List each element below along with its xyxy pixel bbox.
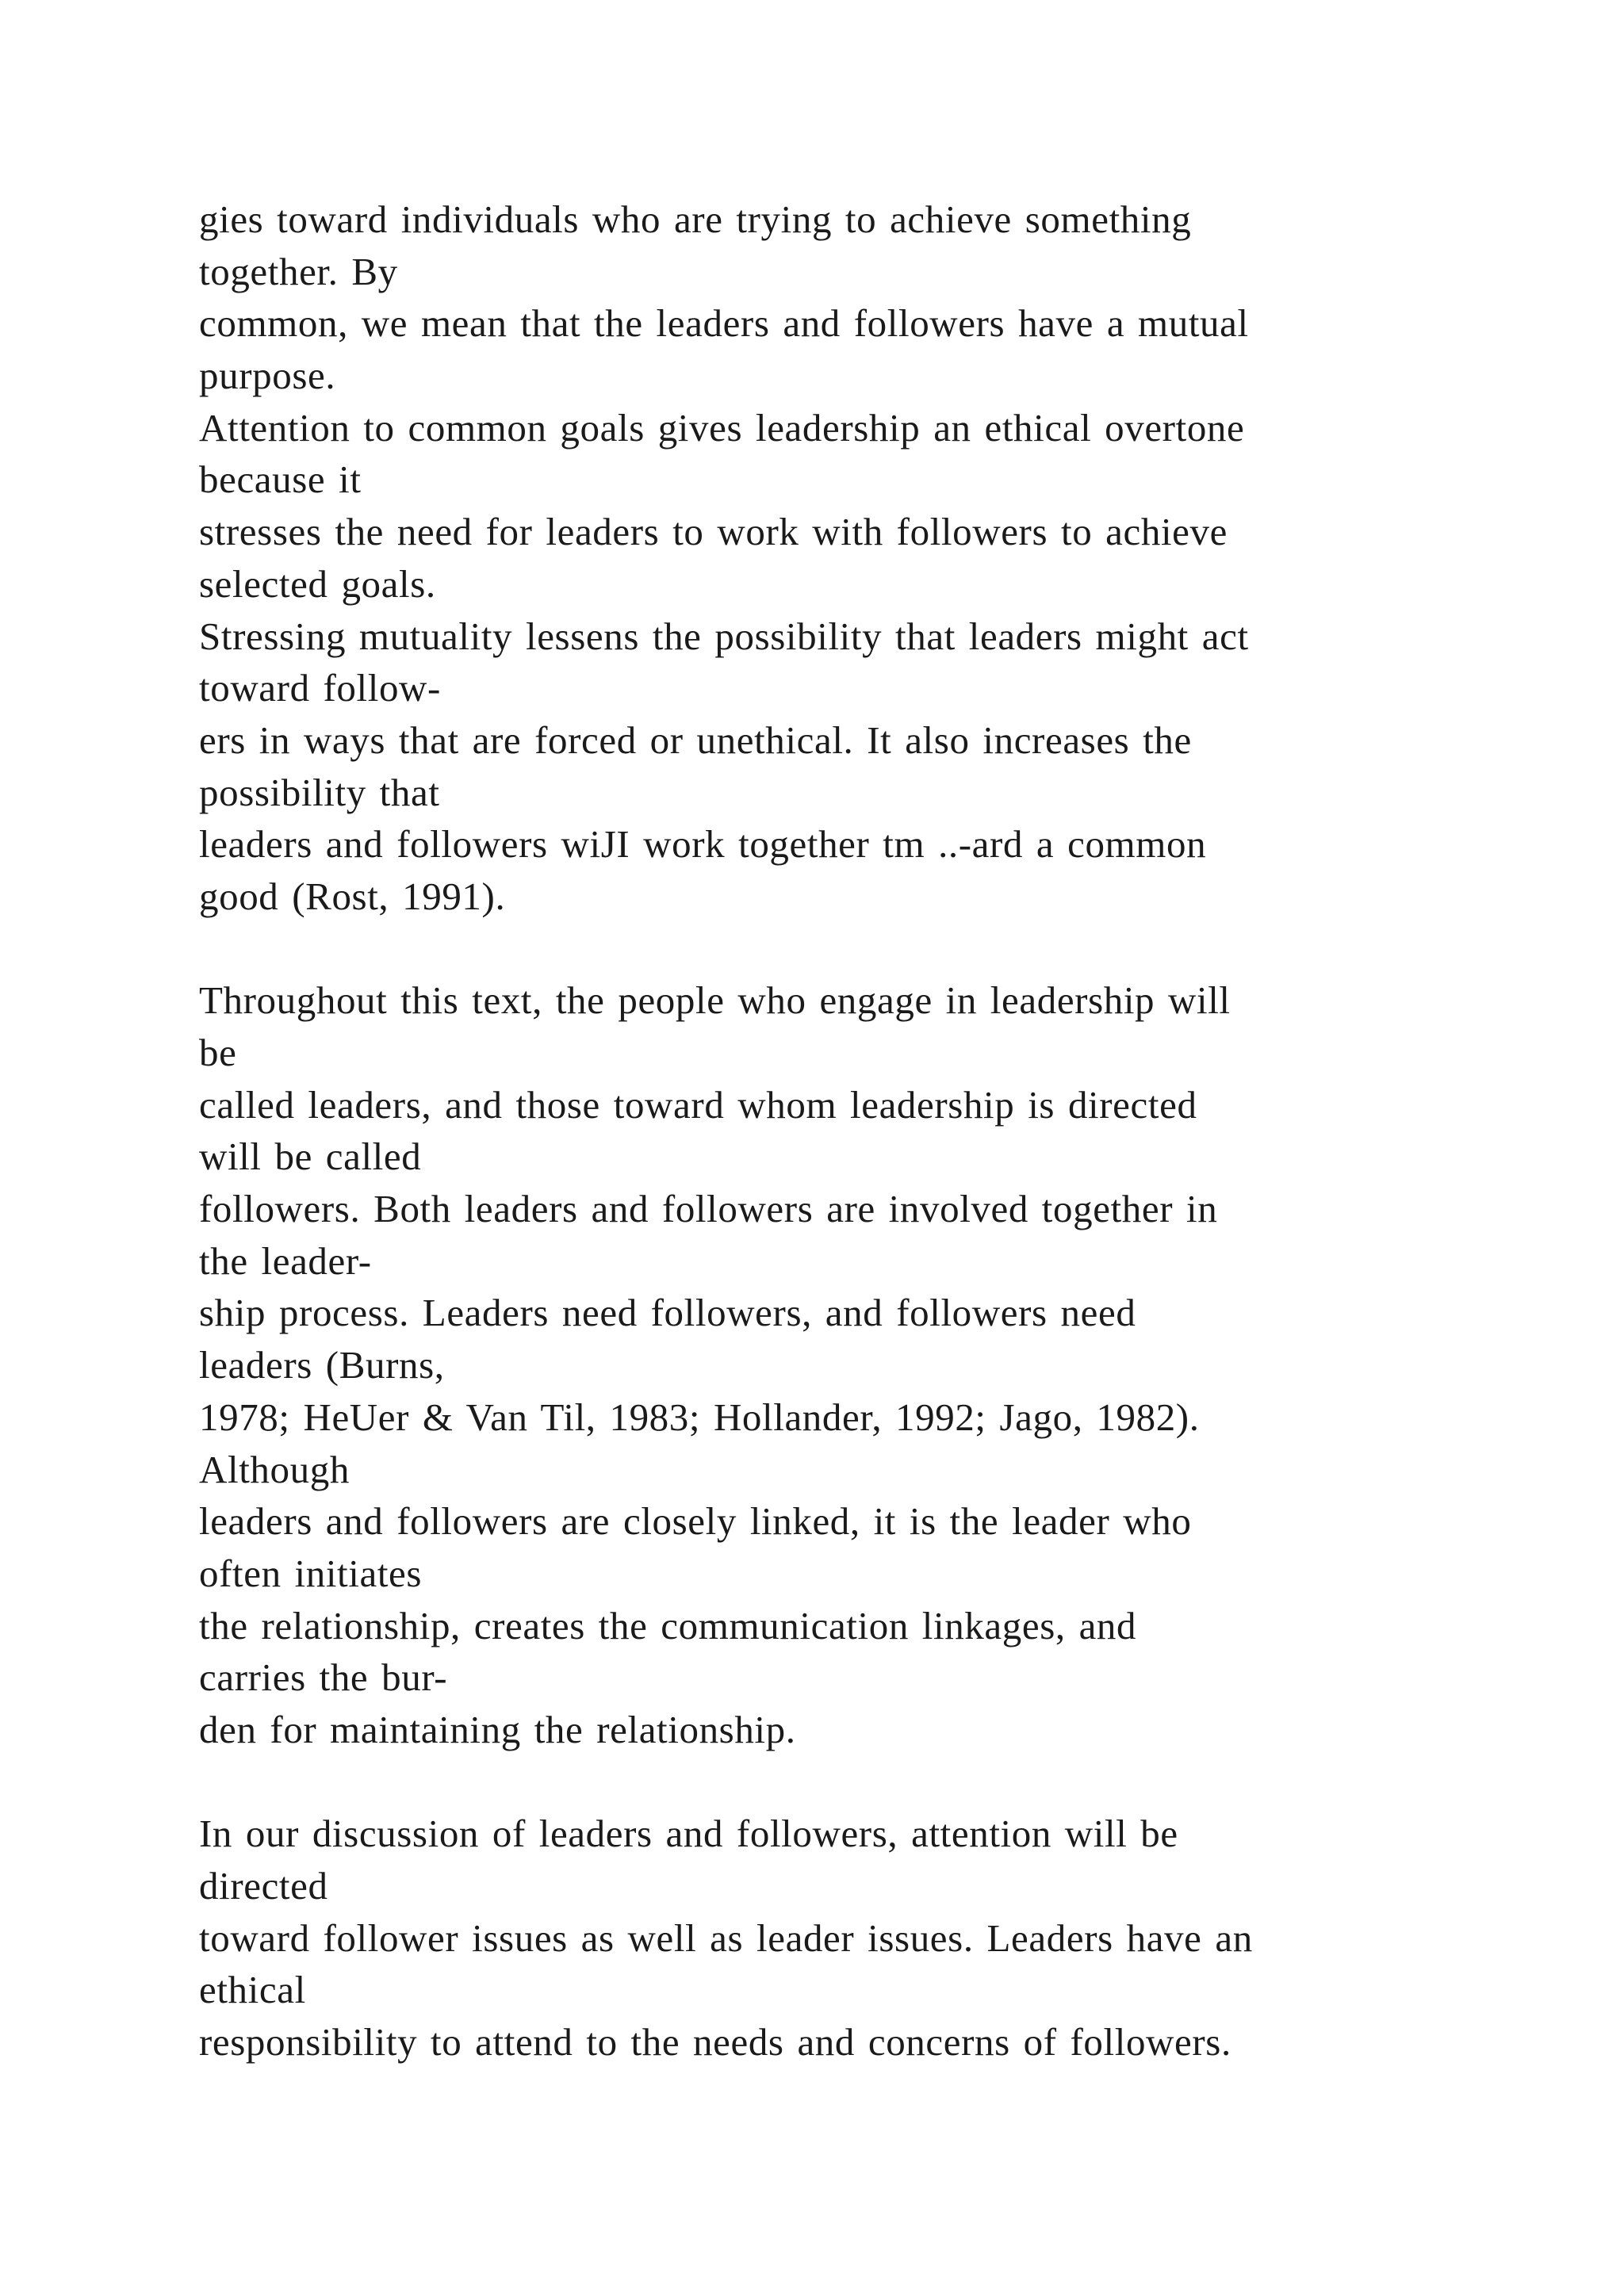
text-line: carries the bur- (199, 1655, 448, 1700)
text-line: ers in ways that are forced or unethical. It also increases the (199, 718, 1192, 762)
text-line: followers. Both leaders and followers are involved together in (199, 1187, 1218, 1231)
text-line: selected goals. (199, 561, 436, 606)
paragraph-spacer (199, 923, 1507, 975)
text-line: 1978; HeUer & Van Til, 1983; Hollander, 1992; Jago, 1982). (199, 1395, 1200, 1439)
text-line: the leader- (199, 1238, 372, 1283)
text-line: Throughout this text, the people who engage in leadership will (199, 978, 1231, 1023)
text-line: possibility that (199, 770, 440, 814)
text-line: the relationship, creates the communication linkages, and (199, 1603, 1137, 1647)
text-line: Although (199, 1447, 350, 1491)
text-line: toward follow- (199, 666, 441, 710)
body-text (199, 193, 1507, 2068)
text-line: ethical (199, 1968, 306, 2012)
text-line: stresses the need for leaders to work with followers to achieve (199, 510, 1228, 554)
text-line: leaders and followers wiJI work together tm ..-ard a common (199, 822, 1207, 867)
text-line: often initiates (199, 1551, 423, 1595)
text-line: good (Rost, 1991). (199, 874, 506, 918)
text-line: because it (199, 457, 362, 502)
text-line: be (199, 1031, 237, 1074)
text-line: called leaders, and those toward whom leadership is directed (199, 1082, 1197, 1127)
text-line: leaders and followers are closely linked, it is the leader who (199, 1499, 1192, 1544)
text-line: Stressing mutuality lessens the possibility that leaders might act (199, 614, 1249, 658)
text-line: purpose. (199, 354, 336, 398)
paragraph-2 (199, 974, 1507, 1755)
text-line: responsibility to attend to the needs and concerns of followers. (199, 2020, 1231, 2064)
paragraph-3 (199, 1808, 1507, 2068)
text-line: den for maintaining the relationship. (199, 1707, 796, 1751)
text-line: In our discussion of leaders and followers, attention will be (199, 1812, 1178, 1856)
paragraph-1 (199, 193, 1507, 923)
text-line: Attention to common goals gives leadership an ethical overtone (199, 405, 1245, 450)
text-line: will be called (199, 1135, 422, 1179)
text-line: leaders (Burns, (199, 1343, 445, 1387)
text-line: gies toward individuals who are trying to achieve something (199, 197, 1192, 241)
text-line: together. By (199, 249, 398, 293)
text-line: toward follower issues as well as leader issues. Leaders have an (199, 1915, 1253, 1960)
text-line: ship process. Leaders need followers, and followers need (199, 1291, 1136, 1335)
text-line: common, we mean that the leaders and followers have a mutual (199, 301, 1249, 346)
text-line: directed (199, 1864, 328, 1908)
paragraph-spacer (199, 1756, 1507, 1808)
